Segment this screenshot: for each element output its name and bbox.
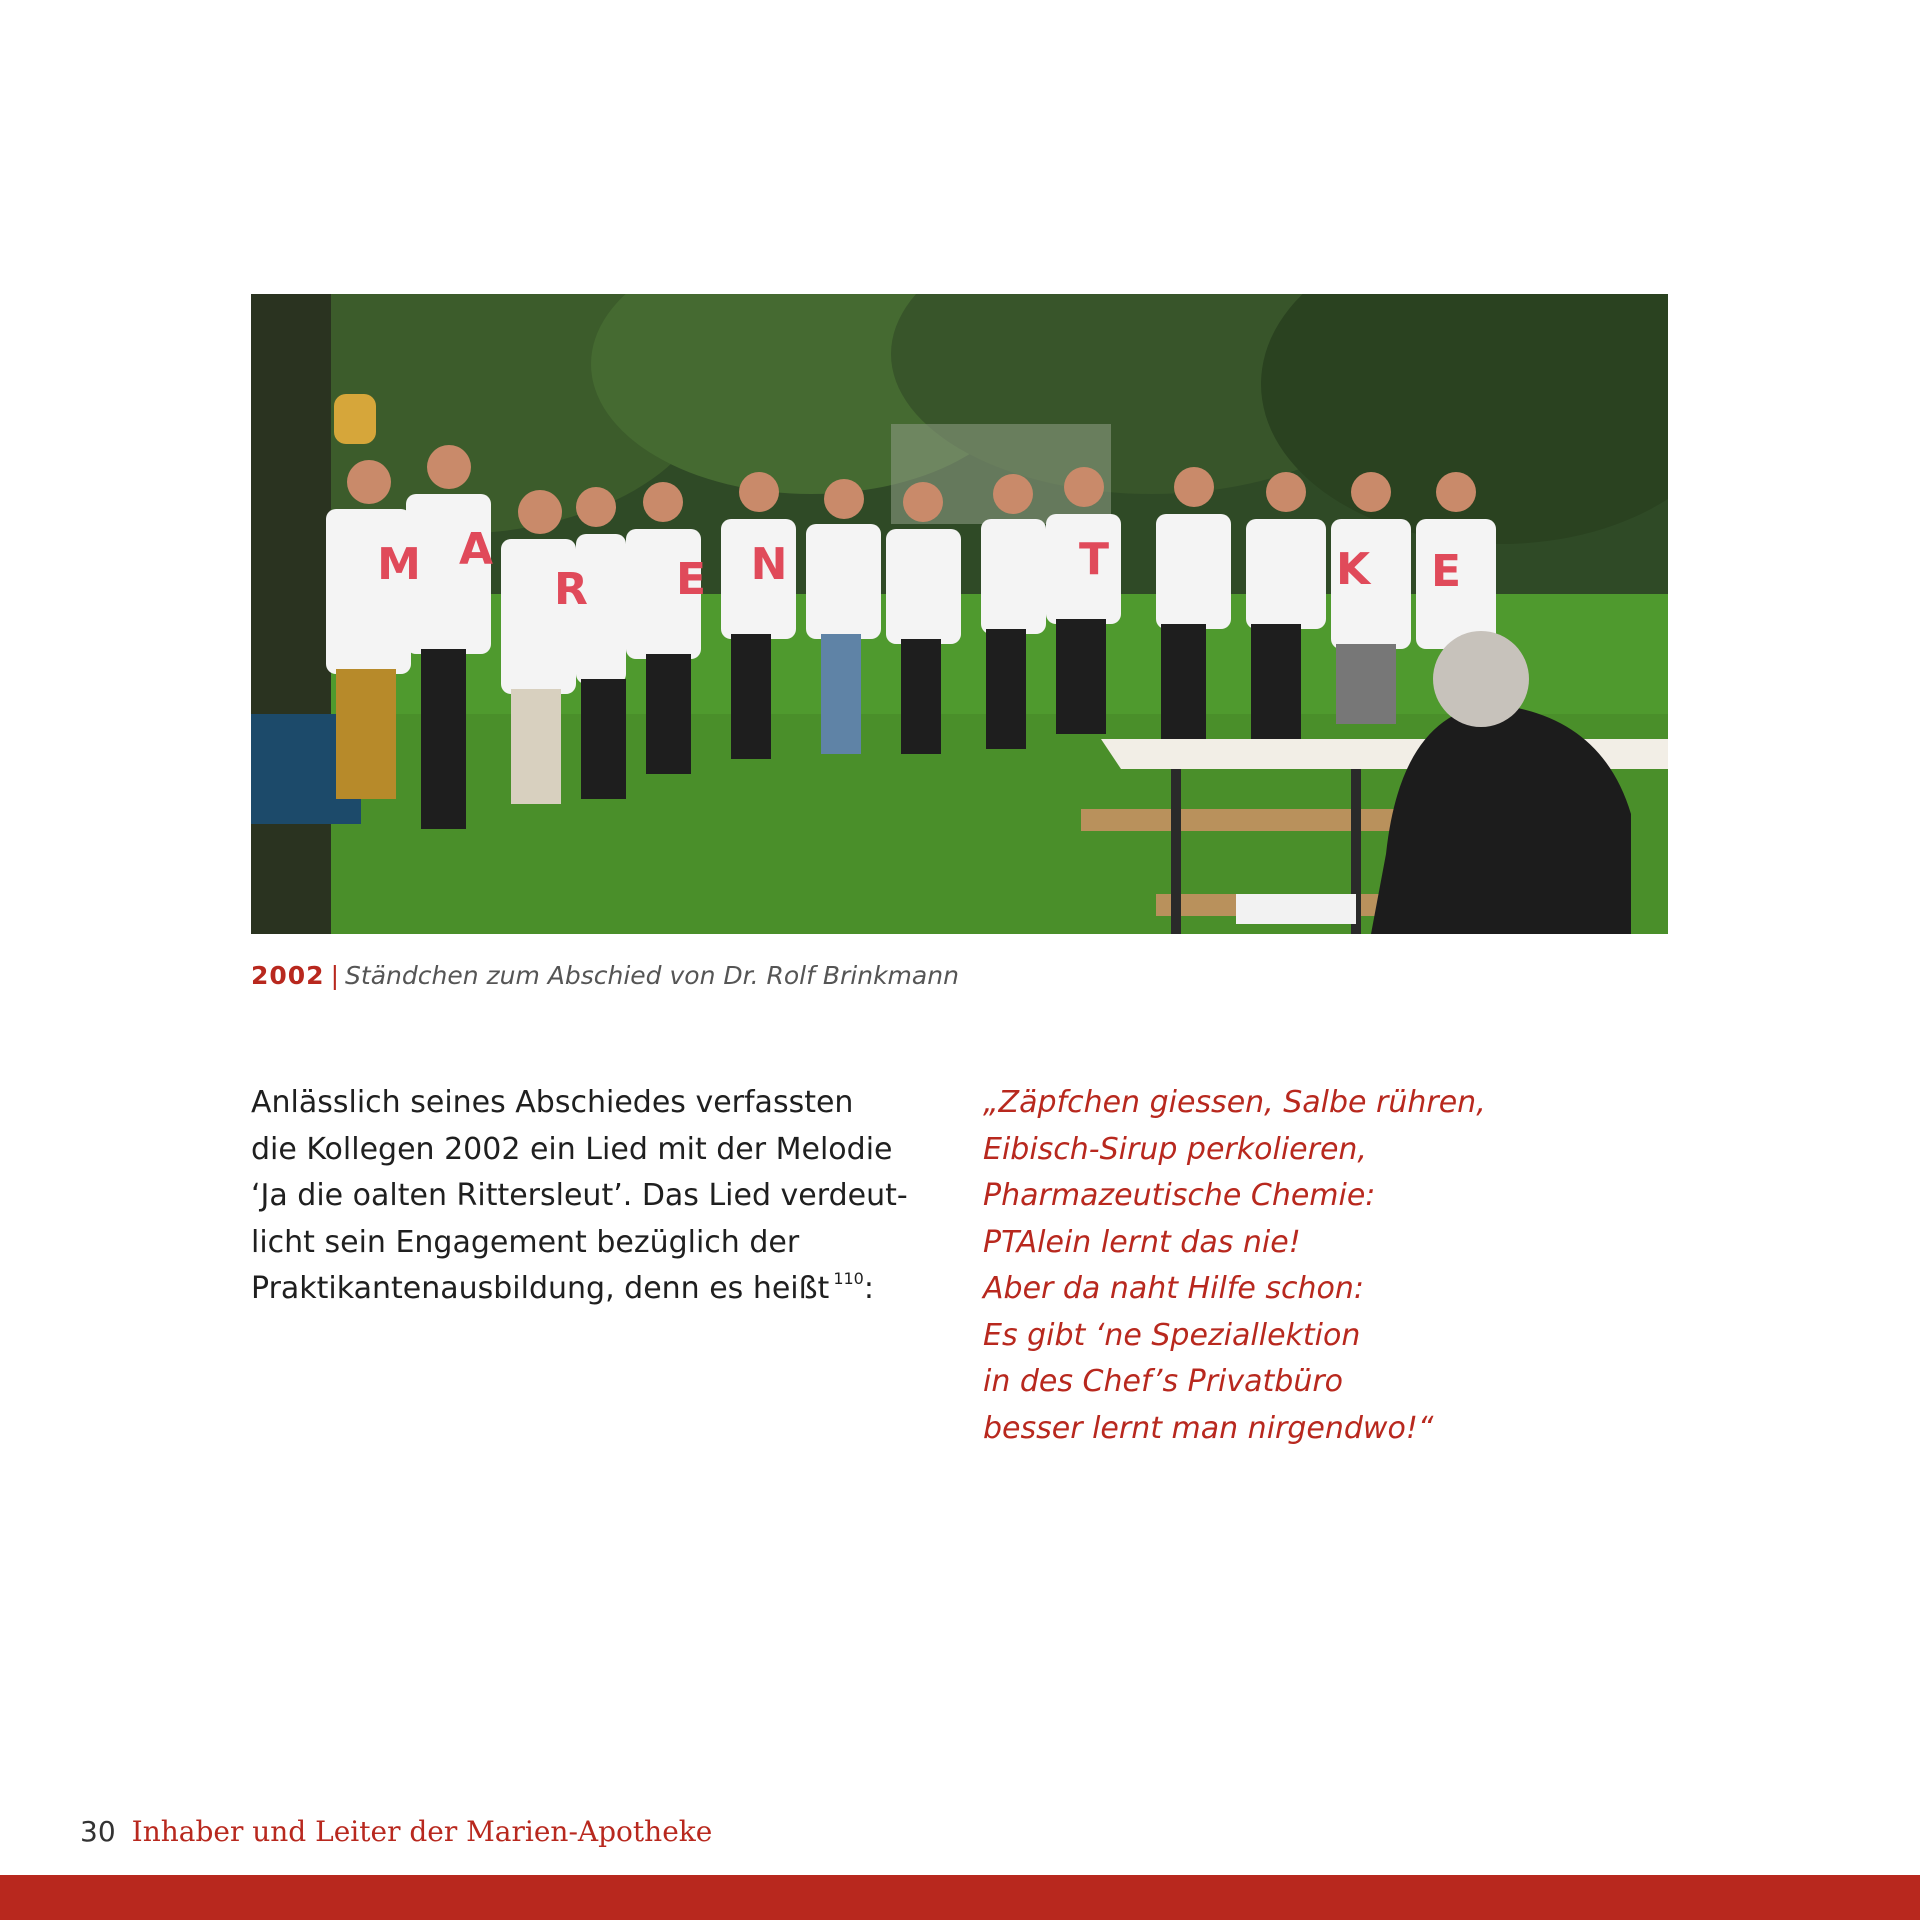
quote-line: „Zäpfchen giessen, Salbe rühren, (983, 1085, 1486, 1120)
footnote-reference[interactable]: 110 (833, 1269, 864, 1288)
shirt-letter: E (1430, 546, 1462, 597)
shirt-letter: E (675, 554, 707, 605)
caption-text: Ständchen zum Abschied von Dr. Rolf Brinkmann (345, 961, 959, 990)
quote-line: Aber da naht Hilfe schon: (983, 1271, 1364, 1306)
bottom-accent-bar (0, 1875, 1920, 1920)
chapter-title: Inhaber und Leiter der Marien-Apotheke (131, 1815, 713, 1848)
quote-line: PTAlein lernt das nie! (983, 1224, 1301, 1260)
body-line: Anlässlich seines Abschiedes verfassten (251, 1085, 854, 1120)
photo-image (251, 294, 1668, 934)
quote-line: Pharmazeutische Chemie: (983, 1178, 1376, 1213)
body-paragraph (251, 1080, 908, 1313)
song-quote (983, 1080, 1603, 1452)
shirt-letter: A (458, 524, 494, 575)
page-number: 30 (80, 1815, 116, 1848)
shirt-letter: N (750, 539, 788, 590)
quote-line: besser lernt man nirgendwo!“ (983, 1410, 1434, 1446)
caption-separator: | (330, 961, 340, 990)
body-line: ‘Ja die oalten Rittersleut’. Das Lied verdeut- (251, 1178, 908, 1213)
shirt-letter: T (1078, 534, 1110, 585)
quote-line: Es gibt ‘ne Speziallektion (983, 1317, 1361, 1353)
shirt-letter: R (554, 564, 588, 615)
body-line-suffix: : (863, 1271, 874, 1306)
body-line-last (251, 1266, 891, 1313)
body-line: die Kollegen 2002 ein Lied mit der Melodie (251, 1131, 893, 1167)
caption-year: 2002 (251, 961, 325, 990)
photo-caption (251, 961, 959, 991)
group-photo (251, 294, 1668, 934)
body-line: licht sein Engagement bezüglich der (251, 1224, 800, 1260)
body-line: Praktikantenausbildung, denn es heißt (251, 1271, 830, 1306)
shirt-letter: M (377, 539, 421, 590)
quote-line: Eibisch-Sirup perkolieren, (983, 1131, 1367, 1167)
page-footer (80, 1815, 712, 1849)
quote-line: in des Chef’s Privatbüro (983, 1364, 1344, 1399)
shirt-letter: K (1335, 544, 1371, 595)
